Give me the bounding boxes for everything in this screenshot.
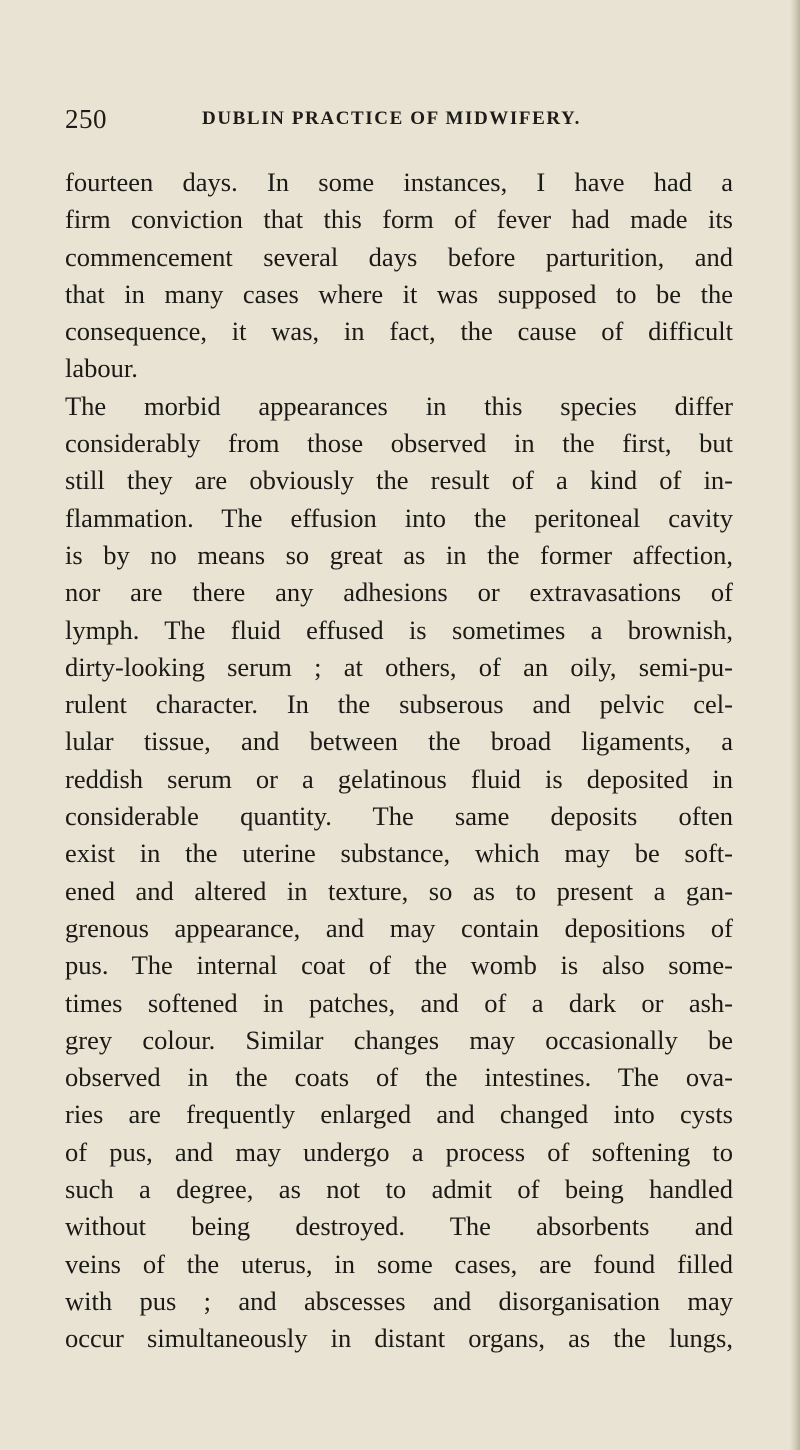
text-line: considerable quantity. The same deposits often <box>65 801 733 832</box>
text-line: dirty-looking serum ; at others, of an oily, semi-pu- <box>65 651 733 682</box>
text-line: with pus ; and abscesses and disorganisation may <box>65 1285 733 1316</box>
text-line: grenous appearance, and may contain depositions of <box>65 912 733 943</box>
page-header <box>65 100 745 140</box>
text-line: commencement several days before parturition, and <box>65 241 733 272</box>
body-text <box>65 164 733 1358</box>
text-line: exist in the uterine substance, which may be soft- <box>65 838 733 869</box>
text-line: nor are there any adhesions or extravasations of <box>65 577 733 608</box>
text-line: ries are frequently enlarged and changed into cysts <box>65 1099 733 1130</box>
text-line: is by no means so great as in the former affection, <box>65 539 733 570</box>
running-title: DUBLIN PRACTICE OF MIDWIFERY. <box>202 108 581 129</box>
text-line: grey colour. Similar changes may occasionally be <box>65 1024 733 1055</box>
text-line: lular tissue, and between the broad ligaments, a <box>65 726 733 757</box>
text-line: times softened in patches, and of a dark or ash- <box>65 987 733 1018</box>
text-line: such a degree, as not to admit of being handled <box>65 1174 733 1205</box>
text-line: veins of the uterus, in some cases, are found filled <box>65 1248 733 1279</box>
text-line: lymph. The fluid effused is sometimes a brownish, <box>65 614 733 645</box>
page-edge <box>790 0 800 1450</box>
text-line: pus. The internal coat of the womb is also some- <box>65 950 733 981</box>
text-line: fourteen days. In some instances, I have had a <box>65 167 733 197</box>
text-line: labour. <box>65 353 138 384</box>
text-line: consequence, it was, in fact, the cause of difficult <box>65 316 733 347</box>
text-line: reddish serum or a gelatinous fluid is deposited in <box>65 763 733 794</box>
text-line: The morbid appearances in this species differ <box>65 390 733 421</box>
text-line: rulent character. In the subserous and pelvic cel- <box>65 689 733 720</box>
text-line: firm conviction that this form of fever had made its <box>65 204 733 235</box>
text-line: without being destroyed. The absorbents and <box>65 1211 733 1242</box>
text-line: flammation. The effusion into the peritoneal cavity <box>65 502 733 533</box>
text-line: still they are obviously the result of a kind of in- <box>65 465 733 496</box>
text-line: that in many cases where it was supposed to be the <box>65 278 733 309</box>
text-line: of pus, and may undergo a process of softening to <box>65 1136 733 1167</box>
text-line: occur simultaneously in distant organs, as the lungs, <box>65 1323 733 1354</box>
page-number: 250 <box>65 104 107 134</box>
text-line: considerably from those observed in the first, but <box>65 428 733 459</box>
text-line: observed in the coats of the intestines. The ova- <box>65 1062 733 1093</box>
text-line: ened and altered in texture, so as to present a gan- <box>65 875 733 906</box>
